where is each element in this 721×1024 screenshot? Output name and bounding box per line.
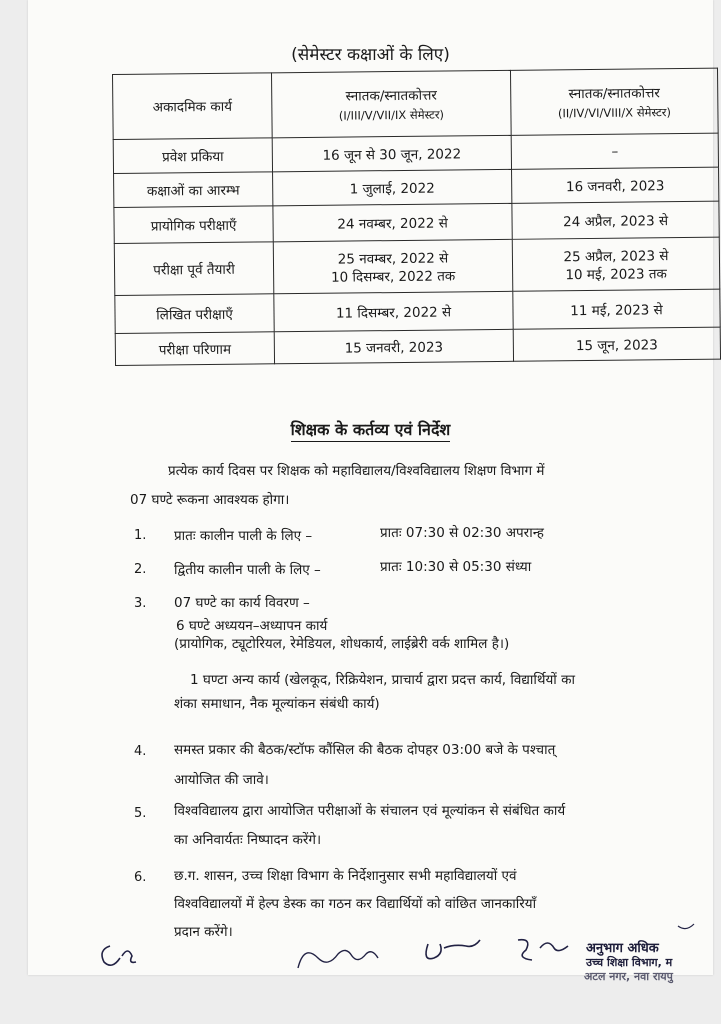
odd-date-cell: 1 जुलाई, 2022	[273, 169, 512, 206]
intro-line: 07 घण्टे रूकना आवश्यक होगा।	[130, 492, 290, 508]
header-odd-sem: (I/III/V/VII/IX सेमेस्टर)	[338, 107, 445, 123]
activity-cell: लिखित परीक्षाएँ	[115, 294, 274, 334]
table-row	[115, 327, 720, 365]
list-item-label: प्रातः कालीन पाली के लिए –	[174, 528, 313, 544]
list-item-time: प्रातः 07:30 से 02:30 अपरान्ह	[380, 525, 544, 541]
list-item-text: छ.ग. शासन, उच्च शिक्षा विभाग के निर्देशानुसार सभी महाविद्यालयों एवं	[174, 868, 517, 884]
document-page	[28, 0, 713, 983]
even-date-cell: 15 जून, 2023	[513, 327, 720, 361]
odd-date-line: 10 दिसम्बर, 2022 तक	[330, 267, 456, 286]
list-item-text: विश्वविद्यालयों में हेल्प डेस्क का गठन कर विद्यार्थियों को वांछित जानकारियाँ	[174, 896, 537, 912]
list-item-label: द्वितीय कालीन पाली के लिए –	[174, 562, 321, 578]
stamp-line: उच्च शिक्षा विभाग, म	[586, 956, 673, 969]
list-item-text: आयोजित की जावे।	[174, 772, 269, 788]
duties-heading-text: शिक्षक के कर्तव्य एवं निर्देश	[291, 420, 451, 442]
list-number: 1.	[134, 528, 147, 543]
signature-mark	[102, 946, 136, 965]
header-odd-title: स्नातक/स्नातकोत्तर	[345, 87, 437, 105]
list-number: 2.	[134, 562, 147, 577]
activity-cell: प्रायोगिक परीक्षाएँ	[114, 206, 273, 244]
odd-date-cell: 24 नवम्बर, 2022 से	[273, 203, 512, 242]
header-even-semester	[510, 68, 718, 135]
header-activity: अकादमिक कार्य	[113, 73, 273, 140]
odd-date-line: 25 नवम्बर, 2022 से	[337, 249, 449, 268]
list-item-text: विश्वविद्यालय द्वारा आयोजित परीक्षाओं के संचालन एवं मूल्यांकन से संबंधित कार्य	[174, 803, 566, 819]
activity-cell: प्रवेश प्रकिया	[113, 138, 272, 174]
signature-mark	[426, 940, 480, 959]
table-row	[114, 237, 720, 295]
activity-cell: परीक्षा पूर्व तैयारी	[114, 242, 274, 296]
academic-calendar-table	[112, 68, 721, 366]
even-date-line: 10 मई, 2023 तक	[565, 265, 667, 283]
sub-item-line: 1 घण्टा अन्य कार्य (खेलकूद, रिक्रियेशन, प्राचार्य द्वारा प्रदत्त कार्य, विद्यार्थियों का	[190, 672, 575, 688]
odd-date-cell: 16 जून से 30 जून, 2022	[272, 135, 511, 172]
list-item-text: का अनिवार्यतः निष्पादन करेंगे।	[174, 832, 322, 848]
list-number: 4.	[134, 744, 147, 759]
even-date-cell: –	[511, 133, 718, 169]
activity-cell: परीक्षा परिणाम	[115, 332, 274, 366]
intro-line: प्रत्येक कार्य दिवस पर शिक्षक को महाविद्यालय/विश्वविद्यालय शिक्षण विभाग में	[168, 463, 545, 479]
table-row	[115, 289, 720, 333]
table-header-row	[113, 68, 719, 139]
header-odd-semester	[271, 70, 511, 137]
sub-item-line: (प्रायोगिक, ट्यूटोरियल, रेमेडियल, शोधकार्य, लाईब्रेरी वर्क शामिल है।)	[174, 636, 510, 652]
odd-date-cell	[273, 239, 513, 293]
header-even-sem: (II/IV/VI/VIII/X सेमेस्टर)	[557, 104, 671, 120]
even-date-cell: 11 मई, 2023 से	[513, 289, 720, 329]
signature-mark	[518, 940, 568, 960]
document-subtitle: (सेमेस्टर कक्षाओं के लिए)	[291, 45, 450, 65]
even-date-cell	[512, 237, 720, 291]
stamp-line: अटल नगर, नवा रायपु	[584, 970, 673, 983]
stamp-line: अनुभाग अधिक	[586, 941, 659, 956]
list-number: 5.	[134, 806, 147, 821]
list-item-text: 07 घण्टे का कार्य विवरण –	[174, 595, 310, 611]
signature-mark	[298, 950, 378, 968]
odd-date-cell: 15 जनवरी, 2023	[274, 329, 513, 364]
even-date-cell: 16 जनवरी, 2023	[512, 167, 719, 203]
list-number: 6.	[134, 870, 147, 885]
sub-item-line: 6 घण्टे अध्ययन–अध्यापन कार्य	[176, 618, 328, 634]
duties-heading	[28, 418, 713, 440]
sub-item-line: शंका समाधान, नैक मूल्यांकन संबंधी कार्य)	[174, 696, 380, 712]
list-item-text: समस्त प्रकार की बैठक/स्टॉफ कौंसिल की बैठक दोपहर 03:00 बजे के पश्चात्	[174, 742, 556, 758]
list-number: 3.	[134, 596, 147, 611]
list-item-time: प्रातः 10:30 से 05:30 संध्या	[380, 559, 532, 575]
even-date-line: 25 अप्रैल, 2023 से	[563, 247, 669, 265]
odd-date-cell: 11 दिसम्बर, 2022 से	[274, 291, 513, 332]
activity-cell: कक्षाओं का आरम्भ	[114, 172, 273, 208]
signature-mark	[678, 924, 694, 929]
list-item-text: प्रदान करेंगे।	[174, 924, 233, 940]
even-date-cell: 24 अप्रैल, 2023 से	[512, 201, 719, 239]
header-even-title: स्नातक/स्नातकोत्तर	[568, 84, 660, 102]
